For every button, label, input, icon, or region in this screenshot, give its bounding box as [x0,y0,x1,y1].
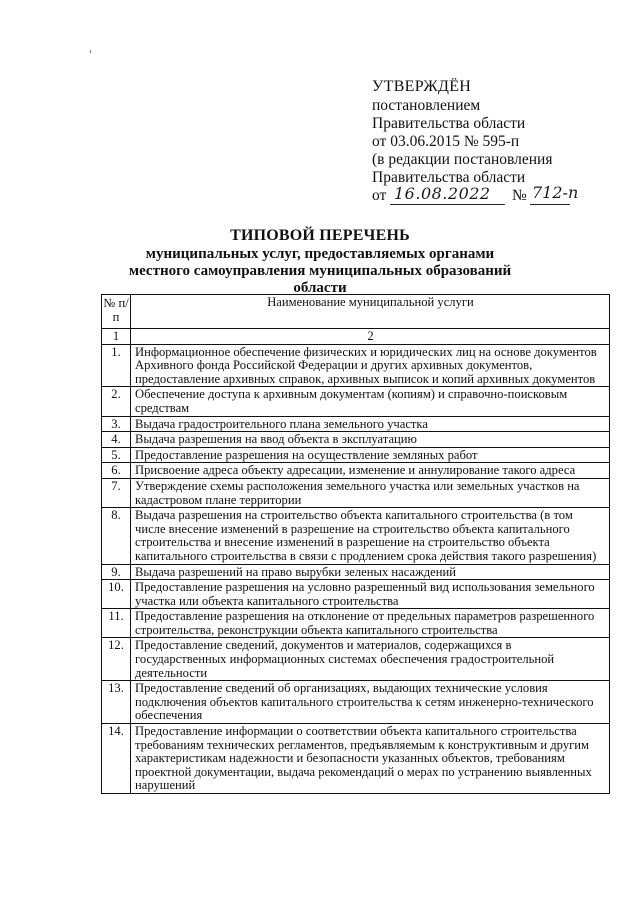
approval-line: Правительства области [372,169,526,186]
document-title: ТИПОВОЙ ПЕРЕЧЕНЬ [230,227,410,244]
sign-prefix: от [372,187,387,204]
row-num: 8. [102,508,131,564]
row-name: Присвоение адреса объекту адресации, изменение и аннулирование такого адреса [131,463,610,479]
row-num: 9. [102,564,131,580]
table-row [102,508,610,564]
approval-line: Правительства области [372,115,526,132]
margin-mark [90,50,91,53]
row-num: 11. [102,609,131,638]
sign-number-label: № [512,187,527,204]
document-subtitle: муниципальных услуг, предоставляемых органами местного самоуправления муниципальных образований области [128,246,512,296]
row-num: 10. [102,580,131,609]
row-name: Утверждение схемы расположения земельного участка или земельных участков на кадастровом плане территории [131,478,610,507]
row-name: Обеспечение доступа к архивным документам (копиям) и справочно-поисковым средствам [131,387,610,416]
row-name: Предоставление информации о соответствии объекта капитального строительства требованиям технических регламентов, предъявляемым к конструктивным и другим характеристикам надежности и безопасности указанных объектов, требованиям проектной документации, выдача рекомендаций о мерах по устранению выявленных нарушений [131,724,610,794]
row-name: Выдача разрешения на строительство объекта капитального строительства (в том числе внесение изменений в разрешение на строительство объекта капитального строительства и внесение изменений в разрешение на строительство объекта капитального строительства в связи с продлением срока действия такого разрешения) [131,508,610,564]
approval-title: УТВЕРЖДЁН [372,78,472,95]
header-name: Наименование муниципальной услуги [131,295,610,329]
approval-line: от 03.06.2015 № 595-п [372,133,520,150]
row-num: 7. [102,478,131,507]
table-row [102,416,610,432]
row-num: 12. [102,638,131,681]
table-row [102,432,610,448]
number-underline [530,204,570,205]
handwritten-number: 712-п [532,183,579,202]
services-table [101,294,610,794]
row-num: 4. [102,432,131,448]
handwritten-date: 16.08.2022 [394,184,491,203]
table-index-row [102,329,610,345]
table-row [102,638,610,681]
row-name: Информационное обеспечение физических и юридических лиц на основе документов Архивного фонда Российской Федерации и других архивных документов, предоставление архивных справок, архивных выписок и копий архивных документов [131,344,610,387]
row-num: 14. [102,724,131,794]
table-row [102,387,610,416]
row-name: Выдача градостроительного плана земельного участка [131,416,610,432]
table-row [102,681,610,724]
row-name: Выдача разрешений на право вырубки зеленых насаждений [131,564,610,580]
table-row [102,724,610,794]
approval-signature-line [372,183,622,207]
row-name: Предоставление разрешения на условно разрешенный вид использования земельного участка или объекта капитального строительства [131,580,610,609]
table-row [102,463,610,479]
row-num: 13. [102,681,131,724]
header-num: № п/п [102,295,131,329]
row-num: 2. [102,387,131,416]
table-row [102,609,610,638]
table-row [102,580,610,609]
table-header-row [102,295,610,329]
row-name: Предоставление сведений об организациях, выдающих технические условия подключения объектов капитального строительства к сетям инженерно-технического обеспечения [131,681,610,724]
row-name: Предоставление сведений, документов и материалов, содержащихся в государственных информационных системах обеспечения градостроительной деятельности [131,638,610,681]
row-num: 5. [102,447,131,463]
table-row [102,447,610,463]
row-num: 6. [102,463,131,479]
row-num: 3. [102,416,131,432]
table-row [102,478,610,507]
approval-line: постановлением [372,97,481,114]
table-row [102,344,610,387]
table-row [102,564,610,580]
approval-stamp [372,78,622,207]
date-underline [390,204,505,205]
row-num: 1. [102,344,131,387]
approval-line: (в редакции постановления [372,151,553,168]
row-name: Выдача разрешения на ввод объекта в эксплуатацию [131,432,610,448]
index-num: 1 [102,329,131,345]
index-name: 2 [131,329,610,345]
row-name: Предоставление разрешения на осуществление земляных работ [131,447,610,463]
row-name: Предоставление разрешения на отклонение от предельных параметров разрешенного строительства, реконструкции объекта капитального строительства [131,609,610,638]
